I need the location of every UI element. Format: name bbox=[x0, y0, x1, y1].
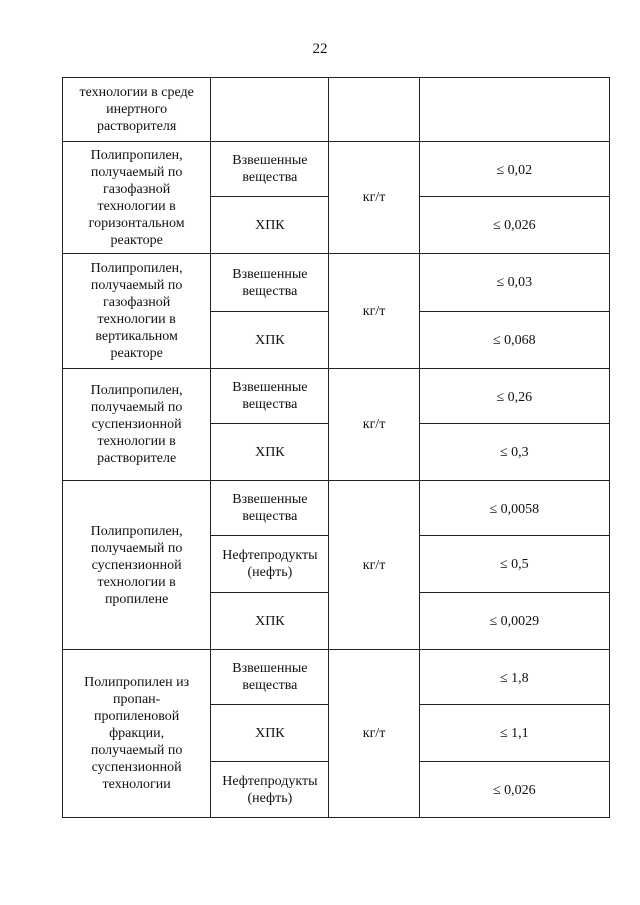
indicator-cell: Нефтепродукты (нефть) bbox=[211, 762, 329, 818]
indicator-cell: ХПК bbox=[211, 197, 329, 254]
indicator-cell: Взвешенные вещества bbox=[211, 254, 329, 312]
value-cell: ≤ 0,02 bbox=[419, 142, 609, 197]
product-cell: Полипропилен, получаемый по суспензионной технологии в растворителе bbox=[63, 369, 211, 481]
value-cell: ≤ 0,26 bbox=[419, 369, 609, 424]
unit-cell bbox=[329, 78, 419, 142]
value-cell: ≤ 1,1 bbox=[419, 705, 609, 762]
table-row bbox=[63, 650, 610, 705]
page-number: 22 bbox=[312, 41, 328, 57]
value-cell: ≤ 0,0058 bbox=[419, 481, 609, 536]
table-row bbox=[63, 481, 610, 536]
value-cell: ≤ 0,0029 bbox=[419, 593, 609, 650]
unit-cell: кг/т bbox=[329, 650, 419, 818]
indicator-cell bbox=[211, 78, 329, 142]
value-cell: ≤ 0,026 bbox=[419, 762, 609, 818]
product-cell: Полипропилен, получаемый по газофазной технологии в горизонтальном реакторе bbox=[63, 142, 211, 254]
emission-norms-table bbox=[62, 77, 610, 818]
indicator-cell: Взвешенные вещества bbox=[211, 481, 329, 536]
indicator-cell: Нефтепродукты (нефть) bbox=[211, 536, 329, 593]
unit-cell: кг/т bbox=[329, 481, 419, 650]
table-row bbox=[63, 369, 610, 424]
unit-cell: кг/т bbox=[329, 254, 419, 369]
product-cell: Полипропилен из пропан- пропиленовой фракции, получаемый по суспензионной технологии bbox=[63, 650, 211, 818]
product-cell: Полипропилен, получаемый по газофазной технологии в вертикальном реакторе bbox=[63, 254, 211, 369]
indicator-cell: Взвешенные вещества bbox=[211, 142, 329, 197]
value-cell: ≤ 1,8 bbox=[419, 650, 609, 705]
indicator-cell: Взвешенные вещества bbox=[211, 650, 329, 705]
value-cell: ≤ 0,5 bbox=[419, 536, 609, 593]
indicator-cell: Взвешенные вещества bbox=[211, 369, 329, 424]
indicator-cell: ХПК bbox=[211, 424, 329, 481]
value-cell: ≤ 0,068 bbox=[419, 312, 609, 369]
unit-cell: кг/т bbox=[329, 142, 419, 254]
product-cell: технологии в среде инертного растворителя bbox=[63, 78, 211, 142]
value-cell: ≤ 0,026 bbox=[419, 197, 609, 254]
table-body bbox=[63, 78, 610, 818]
value-cell: ≤ 0,3 bbox=[419, 424, 609, 481]
value-cell bbox=[419, 78, 609, 142]
unit-cell: кг/т bbox=[329, 369, 419, 481]
table-row bbox=[63, 78, 610, 142]
indicator-cell: ХПК bbox=[211, 312, 329, 369]
value-cell: ≤ 0,03 bbox=[419, 254, 609, 312]
indicator-cell: ХПК bbox=[211, 593, 329, 650]
product-cell: Полипропилен, получаемый по суспензионной технологии в пропилене bbox=[63, 481, 211, 650]
table-row bbox=[63, 254, 610, 312]
indicator-cell: ХПК bbox=[211, 705, 329, 762]
table-row bbox=[63, 142, 610, 197]
